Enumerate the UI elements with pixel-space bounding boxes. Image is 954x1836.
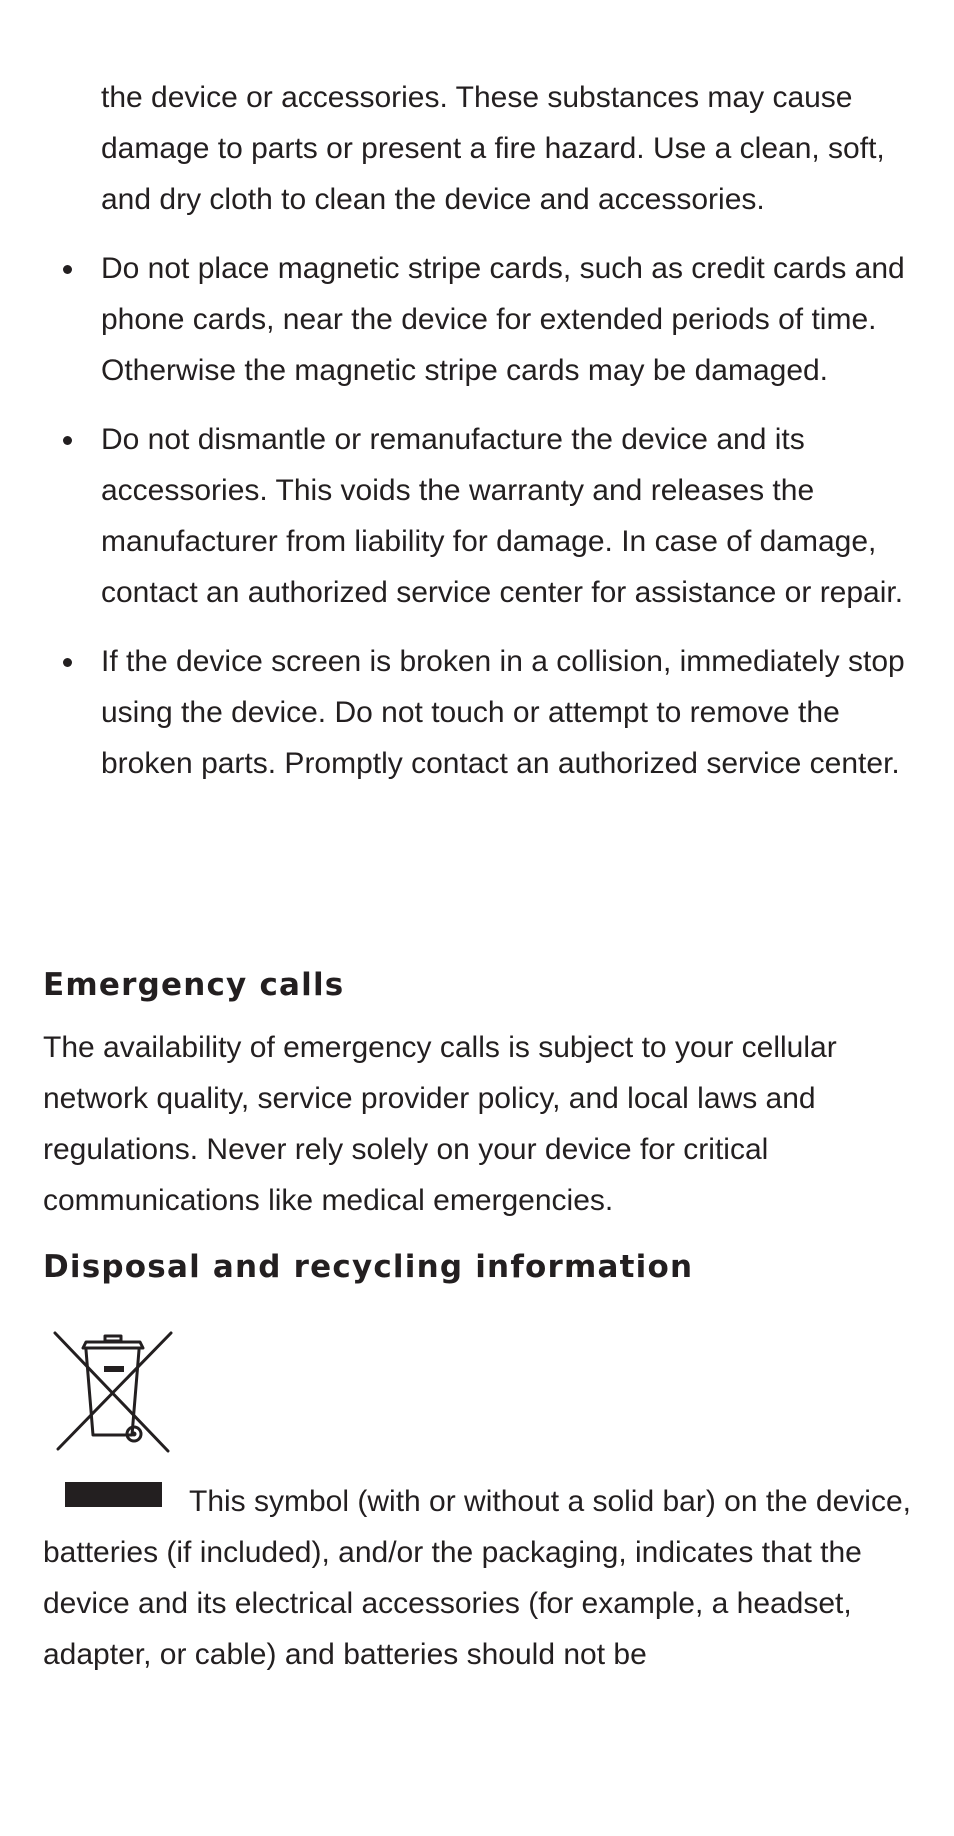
bullet-icon (63, 265, 72, 274)
disposal-heading: Disposal and recycling information (43, 1249, 694, 1285)
list-item-text: Do not dismantle or remanufacture the device and its accessories. This voids the warranty and releases the manufacturer from liability for damage. In case of damage, contact an authorized service center for assistance or repair. (101, 423, 904, 609)
list-item-text: Do not place magnetic stripe cards, such as credit cards and phone cards, near the device for extended periods of time. Otherwise the magnetic stripe cards may be damaged. (101, 252, 905, 387)
continued-paragraph: the device or accessories. These substances may cause damage to parts or present a fire hazard. Use a clean, soft, and dry cloth to clean the device and accessories. (101, 81, 885, 216)
crossed-out-wheelie-bin-icon (50, 1328, 176, 1454)
list-item (101, 243, 921, 396)
list-item (101, 636, 921, 789)
bullet-list (101, 243, 921, 807)
emergency-calls-heading: Emergency calls (43, 967, 345, 1003)
emergency-calls-paragraph: The availability of emergency calls is subject to your cellular network quality, service provider policy, and local laws and regulations. Never rely solely on your device for critical communications like medical emergencies. (43, 1031, 837, 1217)
bullet-icon (63, 436, 72, 445)
disposal-paragraph: This symbol (with or without a solid bar) on the device, batteries (if included), and/or the packaging, indicates that the device and its electrical accessories (for example, a headset, adapter, or cable) and batteries should not be (43, 1485, 911, 1671)
list-item-text: If the device screen is broken in a collision, immediately stop using the device. Do not touch or attempt to remove the broken parts. Promptly contact an authorized service center. (101, 645, 905, 780)
list-item (101, 414, 921, 618)
bullet-icon (63, 658, 72, 667)
